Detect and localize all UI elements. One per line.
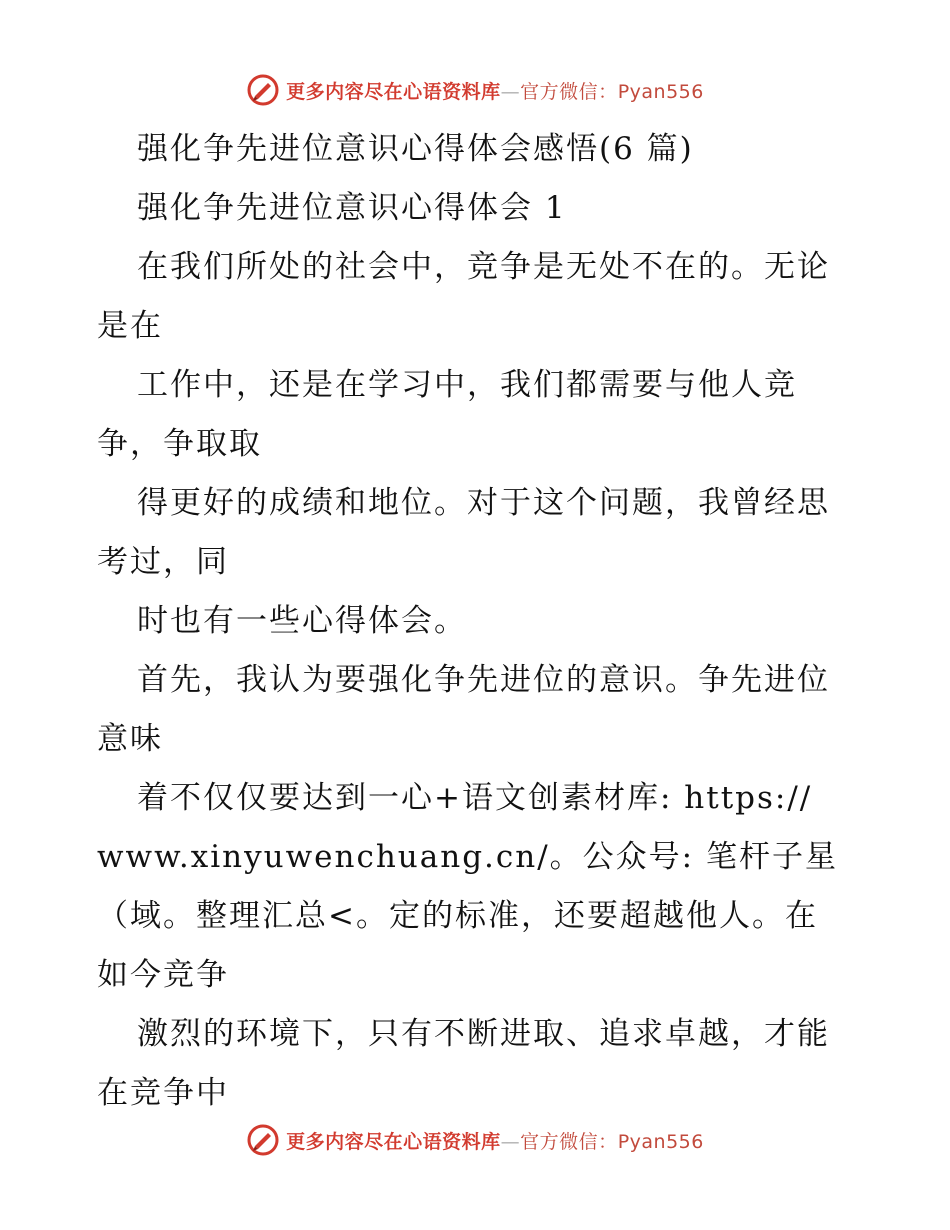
text-line: 意味: [97, 721, 163, 757]
banner-site-text: 更多内容尽在心语资料库: [286, 1130, 501, 1153]
banner-text: [286, 1127, 704, 1154]
banner-wechat-id: Pyan556: [617, 1130, 704, 1153]
text-line: 强化争先进位意识心得体会感悟(6 篇): [137, 131, 694, 167]
text-line: 争，争取取: [97, 426, 262, 462]
banner-text: [286, 77, 704, 104]
banner-wechat-label: 官方微信：: [520, 1130, 618, 1153]
text-line: 激烈的环境下，只有不断进取、追求卓越，才能: [137, 1016, 830, 1052]
text-line: 强化争先进位意识心得体会 1: [137, 190, 567, 226]
banner-wechat-id: Pyan556: [617, 80, 704, 103]
text-line: 工作中，还是在学习中，我们都需要与他人竞: [137, 367, 797, 403]
banner-dash: —: [500, 80, 521, 103]
text-line: 得更好的成绩和地位。对于这个问题，我曾经思: [137, 485, 830, 521]
header-banner: [0, 70, 950, 110]
text-line: 首先，我认为要强化争先进位的意识。争先进位: [137, 662, 830, 698]
text-line: 是在: [97, 308, 163, 344]
banner-wechat-label: 官方微信：: [520, 80, 618, 103]
brush-pen-logo-icon: [246, 73, 280, 107]
brush-pen-logo-icon: [246, 1123, 280, 1157]
text-line: （域。整理汇总<。定的标准，还要超越他人。在: [97, 898, 818, 934]
text-line: 着不仅仅要达到一心+语文创素材库: https://: [137, 780, 813, 816]
document-body: [97, 120, 857, 1123]
footer-banner: [0, 1120, 950, 1160]
banner-dash: —: [500, 1130, 521, 1153]
text-line: 如今竞争: [97, 957, 229, 993]
text-line: 在我们所处的社会中，竞争是无处不在的。无论: [137, 249, 830, 285]
banner-site-text: 更多内容尽在心语资料库: [286, 80, 501, 103]
text-line: www.xinyuwenchuang.cn/。公众号: 笔杆子星: [97, 839, 838, 875]
text-line: 在竞争中: [97, 1075, 229, 1111]
text-line: 考过，同: [97, 544, 229, 580]
text-line: 时也有一些心得体会。: [137, 603, 467, 639]
